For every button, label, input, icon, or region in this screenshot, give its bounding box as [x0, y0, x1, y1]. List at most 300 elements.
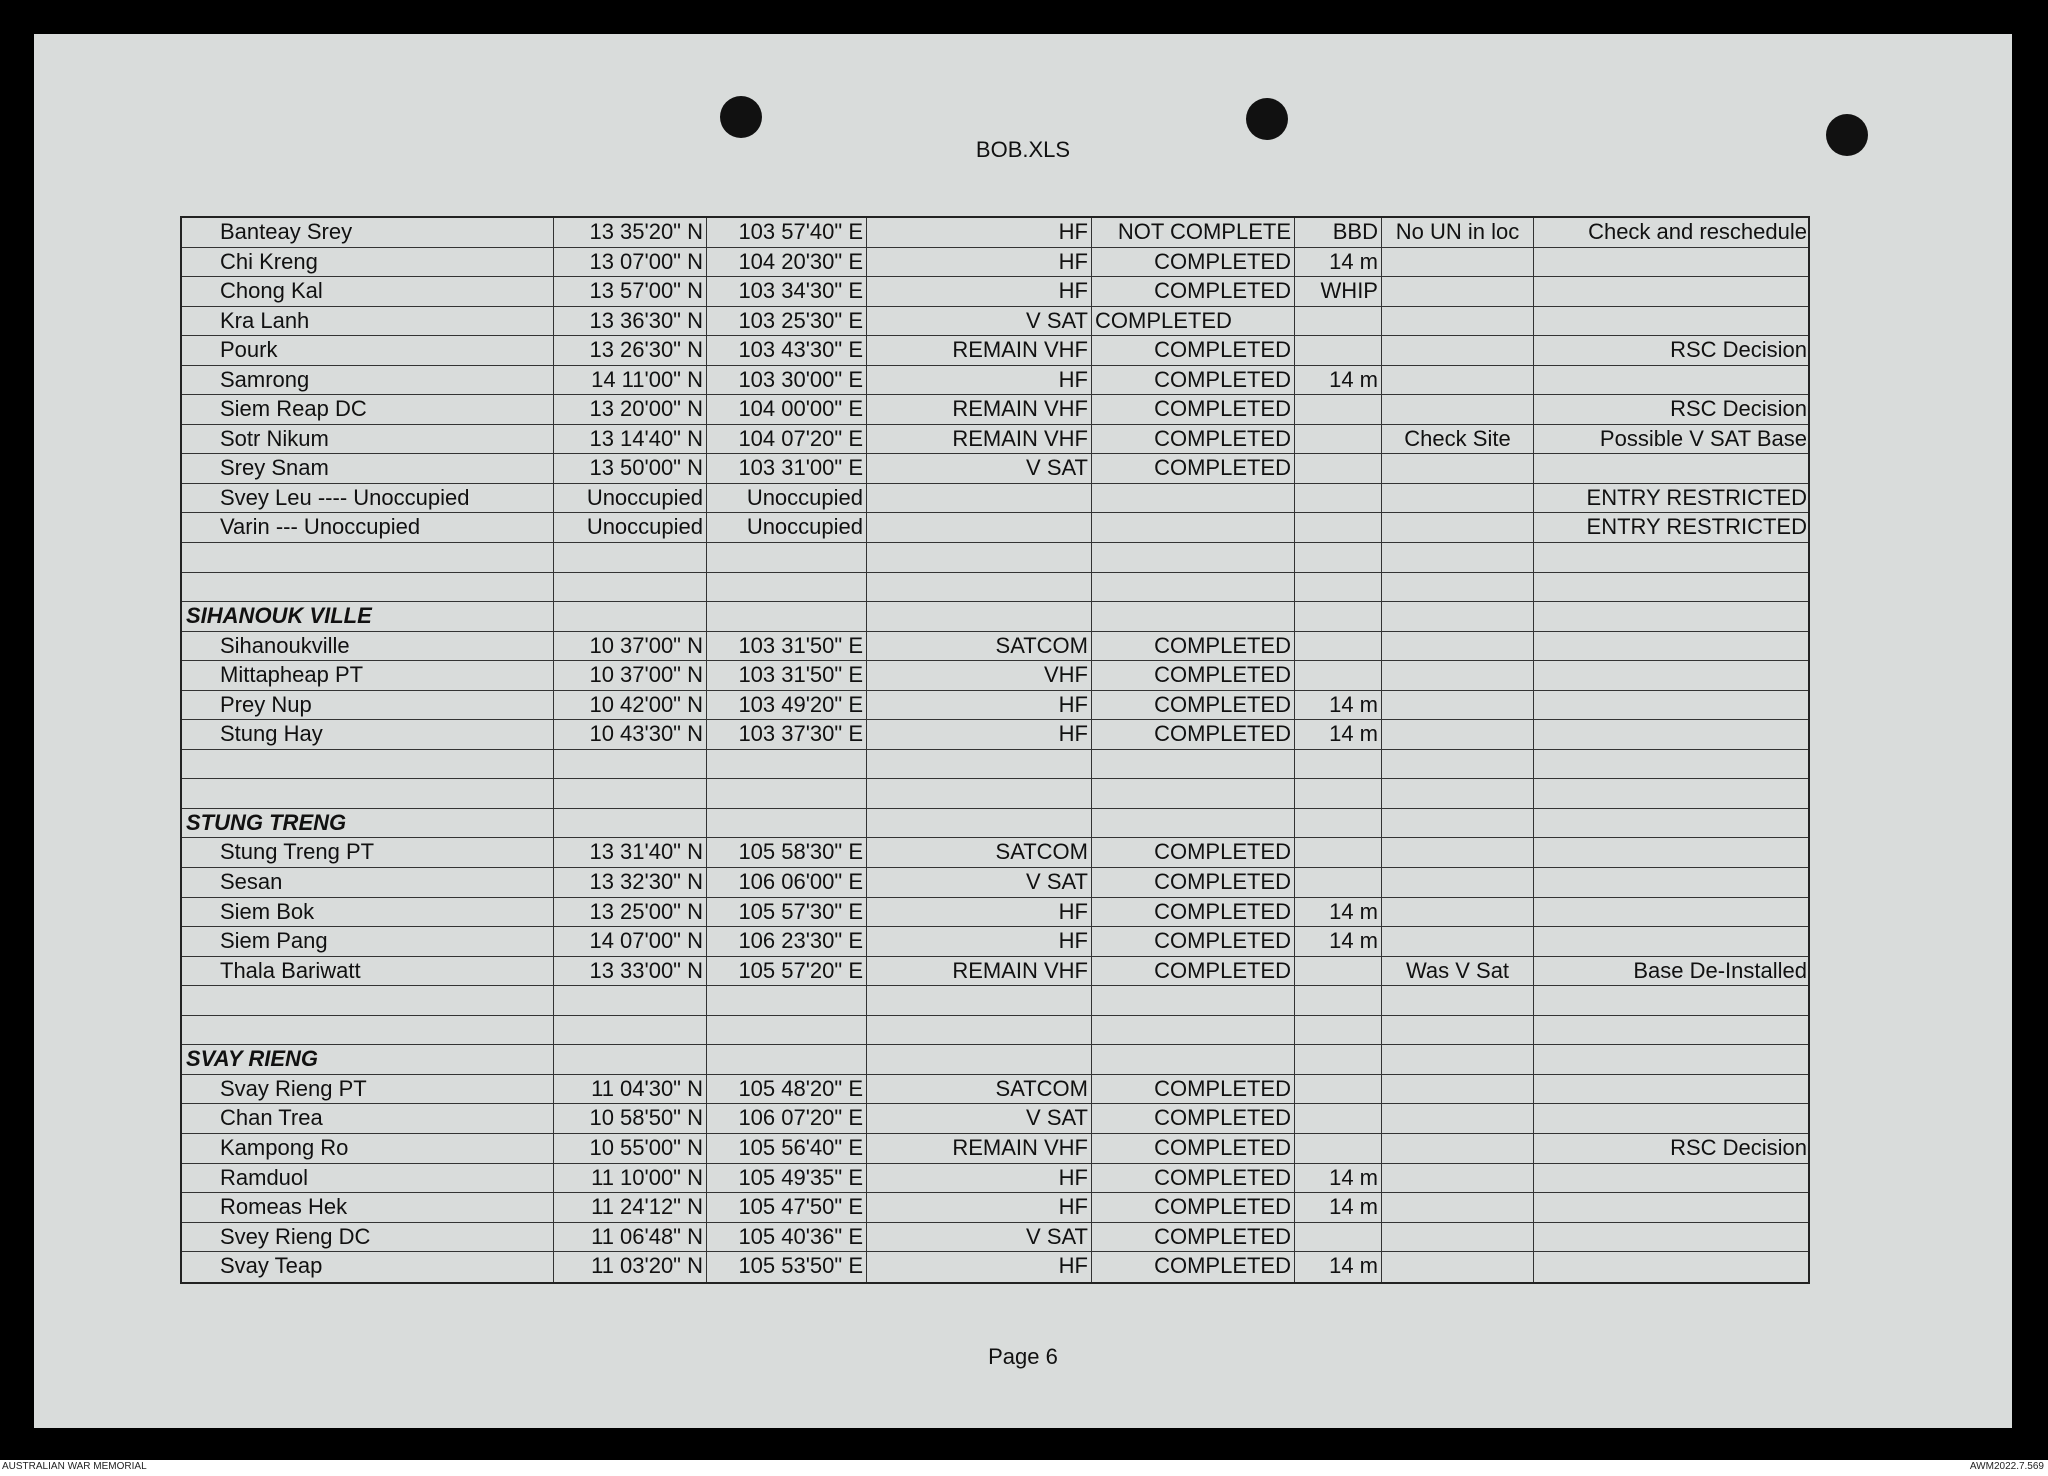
remark-cell: [1382, 1223, 1534, 1252]
site-name-cell: Svay Teap: [182, 1252, 554, 1282]
table-row: [182, 898, 1808, 928]
notes-cell: [1534, 248, 1810, 277]
table-row: [182, 632, 1808, 662]
notes-cell: [1534, 868, 1810, 897]
latitude-cell: 13 36'30" N: [554, 307, 707, 336]
table-row: [182, 779, 1808, 809]
remark-cell: Was V Sat: [1382, 957, 1534, 986]
status-cell: COMPLETED: [1092, 425, 1295, 454]
status-cell: [1092, 809, 1295, 838]
longitude-cell: 104 20'30" E: [707, 248, 867, 277]
status-cell: [1092, 602, 1295, 631]
page-number: Page 6: [988, 1344, 1058, 1369]
notes-cell: [1534, 1045, 1810, 1074]
latitude-cell: 13 31'40" N: [554, 838, 707, 867]
comms-type-cell: [867, 1016, 1092, 1045]
remark-cell: [1382, 395, 1534, 424]
site-name-cell: SIHANOUK VILLE: [182, 602, 554, 631]
comms-type-cell: REMAIN VHF: [867, 1134, 1092, 1163]
table-row: [182, 661, 1808, 691]
table-row: [182, 307, 1808, 337]
comms-type-cell: [867, 809, 1092, 838]
notes-cell: [1534, 602, 1810, 631]
remark-cell: [1382, 543, 1534, 572]
site-name-cell: Siem Reap DC: [182, 395, 554, 424]
longitude-cell: [707, 543, 867, 572]
table-row: [182, 1016, 1808, 1046]
comms-type-cell: [867, 573, 1092, 602]
notes-cell: [1534, 454, 1810, 483]
site-name-cell: [182, 1016, 554, 1045]
site-name-cell: Sesan: [182, 868, 554, 897]
notes-cell: Possible V SAT Base: [1599, 425, 1807, 451]
comms-type-cell: [867, 484, 1092, 513]
table-row: [182, 248, 1808, 278]
comms-type-cell: HF: [867, 248, 1092, 277]
comms-type-cell: HF: [867, 218, 1092, 247]
antenna-cell: [1295, 986, 1382, 1015]
status-cell: COMPLETED: [1092, 868, 1295, 897]
antenna-cell: [1295, 809, 1382, 838]
longitude-cell: 105 49'35" E: [707, 1164, 867, 1193]
comms-type-cell: SATCOM: [867, 838, 1092, 867]
footer-accession: AWM2022.7.569: [1969, 1461, 2044, 1472]
antenna-cell: [1295, 425, 1382, 454]
notes-cell: [1534, 277, 1810, 306]
comms-type-cell: V SAT: [867, 1223, 1092, 1252]
status-cell: [1092, 750, 1295, 779]
site-name-cell: Prey Nup: [182, 691, 554, 720]
antenna-cell: [1295, 1134, 1382, 1163]
site-name-cell: Banteay Srey: [182, 218, 554, 247]
longitude-cell: [707, 809, 867, 838]
longitude-cell: 105 57'20" E: [707, 957, 867, 986]
longitude-cell: 105 58'30" E: [707, 838, 867, 867]
site-name-cell: STUNG TRENG: [182, 809, 554, 838]
table-row: [182, 927, 1808, 957]
site-name-cell: Pourk: [182, 336, 554, 365]
status-cell: COMPLETED: [1092, 366, 1295, 395]
latitude-cell: [554, 543, 707, 572]
site-name-cell: Siem Pang: [182, 927, 554, 956]
notes-cell: [1534, 661, 1810, 690]
latitude-cell: [554, 602, 707, 631]
site-name-cell: Siem Bok: [182, 898, 554, 927]
comms-type-cell: V SAT: [867, 307, 1092, 336]
longitude-cell: 106 07'20" E: [707, 1104, 867, 1133]
antenna-cell: [1295, 1045, 1382, 1074]
notes-cell: [1534, 1252, 1810, 1282]
longitude-cell: [707, 573, 867, 602]
antenna-cell: BBD: [1295, 218, 1382, 247]
remark-cell: [1382, 720, 1534, 749]
notes-cell: [1534, 1016, 1810, 1045]
latitude-cell: 13 50'00" N: [554, 454, 707, 483]
comms-type-cell: HF: [867, 1164, 1092, 1193]
table-row: [182, 750, 1808, 780]
remark-cell: [1382, 661, 1534, 690]
notes-cell: [1534, 366, 1810, 395]
status-cell: COMPLETED: [1092, 838, 1295, 867]
latitude-cell: 14 11'00" N: [554, 366, 707, 395]
site-name-cell: [182, 779, 554, 808]
site-name-cell: Stung Hay: [182, 720, 554, 749]
antenna-cell: [1295, 779, 1382, 808]
latitude-cell: Unoccupied: [554, 513, 707, 542]
table-row: [182, 720, 1808, 750]
table-row: [182, 513, 1808, 543]
notes-cell: [1534, 1075, 1810, 1104]
table-row: [182, 484, 1808, 514]
antenna-cell: [1295, 336, 1382, 365]
table-row: [182, 838, 1808, 868]
notes-cell: Base De-Installed: [1633, 957, 1807, 983]
antenna-cell: WHIP: [1295, 277, 1382, 306]
remark-cell: [1382, 1164, 1534, 1193]
table-row: [182, 1164, 1808, 1194]
comms-type-cell: SATCOM: [867, 632, 1092, 661]
antenna-cell: 14 m: [1295, 898, 1382, 927]
antenna-cell: [1295, 868, 1382, 897]
table-row: [182, 425, 1808, 455]
table-row: [182, 1104, 1808, 1134]
status-cell: [1092, 513, 1295, 542]
remark-cell: [1382, 1016, 1534, 1045]
site-name-cell: Romeas Hek: [182, 1193, 554, 1222]
status-cell: COMPLETED: [1092, 248, 1295, 277]
comms-type-cell: [867, 513, 1092, 542]
latitude-cell: 13 25'00" N: [554, 898, 707, 927]
longitude-cell: 104 07'20" E: [707, 425, 867, 454]
latitude-cell: 13 33'00" N: [554, 957, 707, 986]
remark-cell: [1382, 868, 1534, 897]
longitude-cell: [707, 1045, 867, 1074]
antenna-cell: [1295, 838, 1382, 867]
site-name-cell: [182, 750, 554, 779]
notes-cell: [1534, 573, 1810, 602]
notes-cell: [1534, 898, 1810, 927]
comms-type-cell: HF: [867, 720, 1092, 749]
status-cell: NOT COMPLETE: [1092, 218, 1295, 247]
antenna-cell: 14 m: [1295, 366, 1382, 395]
remark-cell: [1382, 484, 1534, 513]
table-row: [182, 543, 1808, 573]
remark-cell: [1382, 986, 1534, 1015]
table-row: [182, 1223, 1808, 1253]
remark-cell: [1382, 750, 1534, 779]
antenna-cell: [1295, 602, 1382, 631]
table-row: [182, 868, 1808, 898]
longitude-cell: 103 25'30" E: [707, 307, 867, 336]
site-name-cell: SVAY RIENG: [182, 1045, 554, 1074]
antenna-cell: [1295, 454, 1382, 483]
latitude-cell: 13 20'00" N: [554, 395, 707, 424]
comms-type-cell: [867, 1045, 1092, 1074]
longitude-cell: 106 06'00" E: [707, 868, 867, 897]
site-name-cell: Ramduol: [182, 1164, 554, 1193]
comms-type-cell: REMAIN VHF: [867, 957, 1092, 986]
site-name-cell: Chi Kreng: [182, 248, 554, 277]
site-name-cell: Svey Rieng DC: [182, 1223, 554, 1252]
notes-cell: [1534, 986, 1810, 1015]
remark-cell: [1382, 809, 1534, 838]
latitude-cell: 10 37'00" N: [554, 661, 707, 690]
remark-cell: [1382, 366, 1534, 395]
longitude-cell: [707, 1016, 867, 1045]
latitude-cell: 11 04'30" N: [554, 1075, 707, 1104]
longitude-cell: [707, 779, 867, 808]
notes-cell: [1534, 307, 1810, 336]
status-cell: COMPLETED: [1092, 661, 1295, 690]
comms-type-cell: [867, 602, 1092, 631]
antenna-cell: 14 m: [1295, 1193, 1382, 1222]
longitude-cell: 105 40'36" E: [707, 1223, 867, 1252]
status-cell: COMPLETED: [1092, 691, 1295, 720]
comms-type-cell: HF: [867, 1193, 1092, 1222]
notes-cell: [1534, 720, 1810, 749]
site-name-cell: Svay Rieng PT: [182, 1075, 554, 1104]
status-cell: COMPLETED: [1092, 1164, 1295, 1193]
site-name-cell: Sotr Nikum: [182, 425, 554, 454]
comms-type-cell: REMAIN VHF: [867, 425, 1092, 454]
status-cell: [1092, 543, 1295, 572]
table-row: [182, 366, 1808, 396]
remark-cell: [1382, 898, 1534, 927]
remark-cell: [1382, 573, 1534, 602]
table-row: [182, 454, 1808, 484]
antenna-cell: [1295, 307, 1382, 336]
remark-cell: [1382, 927, 1534, 956]
longitude-cell: 103 31'00" E: [707, 454, 867, 483]
longitude-cell: 103 31'50" E: [707, 632, 867, 661]
latitude-cell: 10 58'50" N: [554, 1104, 707, 1133]
comms-type-cell: V SAT: [867, 454, 1092, 483]
remark-cell: [1382, 513, 1534, 542]
latitude-cell: 13 57'00" N: [554, 277, 707, 306]
site-name-cell: Srey Snam: [182, 454, 554, 483]
longitude-cell: 105 47'50" E: [707, 1193, 867, 1222]
latitude-cell: 14 07'00" N: [554, 927, 707, 956]
longitude-cell: 103 43'30" E: [707, 336, 867, 365]
punch-hole: [720, 96, 762, 138]
status-cell: COMPLETED: [1092, 277, 1295, 306]
site-name-cell: Kra Lanh: [182, 307, 554, 336]
section-header-row: [182, 602, 1808, 632]
punch-hole: [1246, 98, 1288, 140]
status-cell: COMPLETED: [1092, 898, 1295, 927]
site-name-cell: [182, 573, 554, 602]
antenna-cell: [1295, 750, 1382, 779]
longitude-cell: 105 48'20" E: [707, 1075, 867, 1104]
notes-cell: RSC Decision: [1670, 396, 1807, 422]
status-cell: [1092, 779, 1295, 808]
table-row: [182, 1193, 1808, 1223]
site-name-cell: Varin --- Unoccupied: [182, 513, 554, 542]
table-row: [182, 691, 1808, 721]
longitude-cell: 103 31'50" E: [707, 661, 867, 690]
notes-cell: RSC Decision: [1670, 337, 1807, 363]
table-row: [182, 277, 1808, 307]
status-cell: [1092, 1045, 1295, 1074]
status-cell: COMPLETED: [1092, 454, 1295, 483]
comms-type-cell: V SAT: [867, 1104, 1092, 1133]
status-cell: [1092, 1016, 1295, 1045]
document-title: BOB.XLS: [975, 137, 1071, 162]
antenna-cell: [1295, 543, 1382, 572]
remark-cell: [1382, 779, 1534, 808]
antenna-cell: [1295, 573, 1382, 602]
latitude-cell: 10 37'00" N: [554, 632, 707, 661]
latitude-cell: [554, 986, 707, 1015]
latitude-cell: 10 43'30" N: [554, 720, 707, 749]
latitude-cell: [554, 750, 707, 779]
site-name-cell: [182, 543, 554, 572]
notes-cell: [1534, 927, 1810, 956]
comms-type-cell: [867, 750, 1092, 779]
comms-type-cell: [867, 543, 1092, 572]
status-cell: COMPLETED: [1092, 1223, 1295, 1252]
comms-type-cell: HF: [867, 1252, 1092, 1282]
site-name-cell: Chong Kal: [182, 277, 554, 306]
antenna-cell: 14 m: [1295, 691, 1382, 720]
notes-cell: [1534, 632, 1810, 661]
notes-cell: ENTRY RESTRICTED: [1586, 484, 1807, 510]
latitude-cell: Unoccupied: [554, 484, 707, 513]
notes-cell: [1534, 1193, 1810, 1222]
archive-footer: [0, 1460, 2048, 1476]
notes-cell: [1534, 691, 1810, 720]
status-cell: COMPLETED: [1092, 1134, 1295, 1163]
remark-cell: No UN in loc: [1382, 218, 1534, 247]
antenna-cell: [1295, 632, 1382, 661]
remark-cell: [1382, 248, 1534, 277]
site-name-cell: [182, 986, 554, 1015]
remark-cell: [1382, 1075, 1534, 1104]
notes-cell: [1534, 1164, 1810, 1193]
comms-type-cell: HF: [867, 898, 1092, 927]
status-cell: COMPLETED: [1092, 336, 1295, 365]
longitude-cell: 103 34'30" E: [707, 277, 867, 306]
latitude-cell: 13 26'30" N: [554, 336, 707, 365]
table-row: [182, 395, 1808, 425]
table-row: [182, 1252, 1808, 1282]
table-row: [182, 1134, 1808, 1164]
latitude-cell: 10 42'00" N: [554, 691, 707, 720]
latitude-cell: 13 14'40" N: [554, 425, 707, 454]
antenna-cell: 14 m: [1295, 248, 1382, 277]
antenna-cell: 14 m: [1295, 720, 1382, 749]
site-name-cell: Sihanoukville: [182, 632, 554, 661]
notes-cell: [1534, 838, 1810, 867]
status-cell: COMPLETED: [1092, 720, 1295, 749]
antenna-cell: [1295, 1104, 1382, 1133]
comms-type-cell: HF: [867, 691, 1092, 720]
notes-cell: [1534, 779, 1810, 808]
longitude-cell: 103 57'40" E: [707, 218, 867, 247]
remark-cell: [1382, 632, 1534, 661]
status-cell: COMPLETED: [1092, 395, 1295, 424]
antenna-cell: [1295, 1016, 1382, 1045]
site-name-cell: Mittapheap PT: [182, 661, 554, 690]
latitude-cell: 11 10'00" N: [554, 1164, 707, 1193]
longitude-cell: [707, 986, 867, 1015]
remark-cell: [1382, 691, 1534, 720]
remark-cell: [1382, 602, 1534, 631]
notes-cell: [1534, 1104, 1810, 1133]
footer-institution: AUSTRALIAN WAR MEMORIAL: [2, 1461, 147, 1472]
latitude-cell: 13 07'00" N: [554, 248, 707, 277]
status-cell: [1092, 484, 1295, 513]
comms-type-cell: [867, 986, 1092, 1015]
antenna-cell: [1295, 1075, 1382, 1104]
status-cell: COMPLETED: [1092, 1075, 1295, 1104]
table-row: [182, 336, 1808, 366]
comms-type-cell: REMAIN VHF: [867, 336, 1092, 365]
latitude-cell: 11 24'12" N: [554, 1193, 707, 1222]
remark-cell: [1382, 454, 1534, 483]
remark-cell: [1382, 1045, 1534, 1074]
remark-cell: [1382, 336, 1534, 365]
remark-cell: [1382, 1193, 1534, 1222]
scanned-page: [34, 34, 2012, 1428]
latitude-cell: [554, 573, 707, 602]
antenna-cell: [1295, 1223, 1382, 1252]
table-row: [182, 1075, 1808, 1105]
table-row: [182, 218, 1808, 248]
latitude-cell: 11 03'20" N: [554, 1252, 707, 1282]
longitude-cell: 105 53'50" E: [707, 1252, 867, 1282]
comms-type-cell: [867, 779, 1092, 808]
notes-cell: ENTRY RESTRICTED: [1586, 514, 1807, 540]
longitude-cell: [707, 602, 867, 631]
longitude-cell: 103 49'20" E: [707, 691, 867, 720]
remark-cell: [1382, 307, 1534, 336]
latitude-cell: 10 55'00" N: [554, 1134, 707, 1163]
remark-cell: [1382, 1134, 1534, 1163]
longitude-cell: 103 30'00" E: [707, 366, 867, 395]
antenna-cell: [1295, 661, 1382, 690]
antenna-cell: [1295, 513, 1382, 542]
status-cell: COMPLETED: [1092, 927, 1295, 956]
longitude-cell: 103 37'30" E: [707, 720, 867, 749]
site-name-cell: Stung Treng PT: [182, 838, 554, 867]
latitude-cell: [554, 1016, 707, 1045]
antenna-cell: 14 m: [1295, 1164, 1382, 1193]
spreadsheet-table: [180, 216, 1810, 1284]
notes-cell: [1534, 809, 1810, 838]
notes-cell: [1534, 750, 1810, 779]
site-name-cell: Thala Bariwatt: [182, 957, 554, 986]
remark-cell: [1382, 1252, 1534, 1282]
site-name-cell: Samrong: [182, 366, 554, 395]
antenna-cell: [1295, 957, 1382, 986]
status-cell: [1092, 986, 1295, 1015]
status-cell: COMPLETED: [1092, 1193, 1295, 1222]
longitude-cell: 105 57'30" E: [707, 898, 867, 927]
notes-cell: [1534, 1223, 1810, 1252]
comms-type-cell: REMAIN VHF: [867, 395, 1092, 424]
remark-cell: [1382, 1104, 1534, 1133]
status-cell: COMPLETED: [1092, 957, 1295, 986]
antenna-cell: [1295, 484, 1382, 513]
longitude-cell: 104 00'00" E: [707, 395, 867, 424]
status-cell: [1092, 573, 1295, 602]
comms-type-cell: HF: [867, 366, 1092, 395]
notes-cell: Check and reschedule: [1588, 219, 1807, 244]
notes-cell: RSC Decision: [1670, 1134, 1807, 1160]
antenna-cell: 14 m: [1295, 1252, 1382, 1282]
status-cell: COMPLETED: [1092, 1252, 1295, 1282]
